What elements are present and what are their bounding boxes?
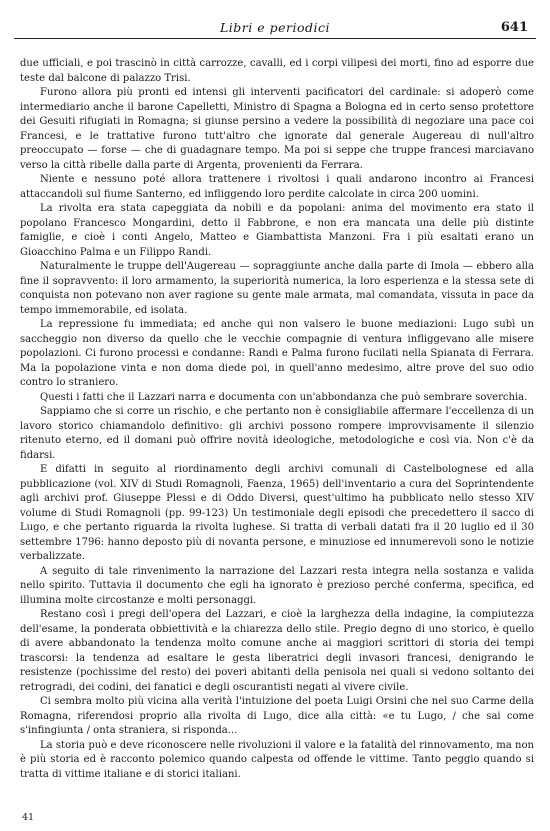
paragraph: Restano così i pregi dell'opera del Lazzari, e cioè la larghezza della indagine, la compiutezza dell'esame, la ponderata obbiettività e la chiarezza dello stile. Pregio degno di uno storico, è quello di avere abbandonato la tendenza molto comune anche ai maggiori scrittori di storia dei tempi trascorsi: la tendenza ad esaltare le gesta liberatrici degli invasori francesi, denigrando le resistenze (pochissime del resto) dei poveri abitanti della penisola nei quali si vedono soltanto dei retrogradi, dei codini, dei fanatici e degli oscurantisti negati al vivere civile. <box>20 609 534 693</box>
header-rule <box>14 38 536 39</box>
paragraph: A seguito di tale rinvenimento la narrazione del Lazzari resta integra nella sostanza e valida nello spirito. Tuttavia il documento che egli ha ignorato è prezioso perché conferma, specifica, ed illumina molte circostanze e molti personaggi. <box>20 565 534 606</box>
paragraph: La storia può e deve riconoscere nelle rivoluzioni il valore e la fatalità del rinnovamento, ma non è più storia ed è racconto polemico quando calpesta od offende le vittime. Tanto peggio quando si tratta di vittime italiane e di storici italiani. <box>20 739 534 780</box>
paragraph: Naturalmente le truppe dell'Augereau — sopraggiunte anche dalla parte di Imola — ebbero alla fine il sopravvento: il loro armamento, la superiorità numerica, la loro esperienza e la stessa sete di conquista non potevano non aver ragione su gente male armata, mal comandata, vissuta in pace da tempo immemorabile, ed isolata. <box>20 261 534 316</box>
paragraph: Niente e nessuno poté allora trattenere i rivoltosi i quali andarono incontro ai Francesi attaccandoli sul fiume Santerno, ed infliggendo loro perdite calcolate in circa 200 uomini. <box>20 174 534 200</box>
paragraph: Questi i fatti che il Lazzari narra e documenta con un'abbondanza che può sembrare soverchia. <box>40 391 528 403</box>
running-title: Libri e periodici <box>219 20 330 35</box>
page-number: 641 <box>500 20 528 35</box>
paragraph: due ufficiali, e poi trascinò in città carrozze, cavalli, ed i corpi vilipesi dei morti, fino ad esporre due teste dal balcone di palazzo Trisi. <box>20 58 534 84</box>
paragraph: E difatti in seguito al riordinamento degli archivi comunali di Castelbolognese ed alla pubblicazione (vol. XIV di Studi Romagnoli, Faenza, 1965) dell'inventario a cura del Soprintendente agli archivi prof. Giuseppe Plessi e di Oddo Diversi, quest'ultimo ha pubblicato nello stesso XIV volume di Studi Romagnoli (pp. 99-123) Un testimoniale degli episodi che precedettero il sacco di Lugo, e che pertanto riguarda la rivolta lughese. Si tratta di verbali datati fra il 20 luglio ed il 30 settembre 1796: hanno deposto più di novanta persone, e minuziose ed innumerevoli sono le notizie verbalizzate. <box>20 464 534 562</box>
paragraph: Furono allora più pronti ed intensi gli interventi pacificatori del cardinale: si adoperò come intermediario anche il barone Capelletti, Ministro di Spagna a Bologna ed in certo senso protettore dei Gesuiti rifugiati in Romagna; si giunse persino a vedere la possibilità di negoziare una pace coi Francesi, e le trattative furono tutt'altro che ignorate dal generale Augereau di null'altro preoccupato — forse — che di guadagnare tempo. Ma poi si seppe che truppe francesi marciavano verso la città ribelle dalla parte di Argenta, provenienti da Ferrara. <box>20 87 534 171</box>
paragraph: Ci sembra molto più vicina alla verità l'intuizione del poeta Luigi Orsini che nel suo Carme della Romagna, riferendosi proprio alla rivolta di Lugo, dice alla città: «e tu Lugo, / che sai come s'infingiunta / onta straniera, si risponda... <box>20 696 534 736</box>
footer-signature: 41 <box>22 812 35 823</box>
paragraph: La repressione fu immediata; ed anche qui non valsero le buone mediazioni: Lugo subì un saccheggio non diverso da quello che le vecchie compagnie di ventura infliggevano alle misere popolazioni. Ci furono processi e condanne: Randi e Palma furono fucilati nella Spianata di Ferrara. Ma la popolazione vinta e non doma diede poi, in quell'anno medesimo, altre prove del suo odio contro lo straniero. <box>20 319 534 388</box>
article-body <box>20 57 534 782</box>
paragraph: Sappiamo che si corre un rischio, e che pertanto non è consigliabile affermare l'eccellenza di un lavoro storico chiamandolo definitivo: gli archivi possono rompere improvvisamente il silenzio ritenuto eterno, ed il domani può offrire novità ideologiche, metodologiche e così via. Non c'è da fidarsi. <box>20 406 534 461</box>
paragraph: La rivolta era stata capeggiata da nobili e da popolani: anima del movimento era stato il popolano Francesco Mongardini, detto il Fabbrone, e non era mancata una delle più distinte famiglie, e cioè i conti Angelo, Matteo e Giambattista Manzoni. Fra i più esaltati erano un Gioacchino Palma e un Filippo Randi. <box>20 203 534 258</box>
